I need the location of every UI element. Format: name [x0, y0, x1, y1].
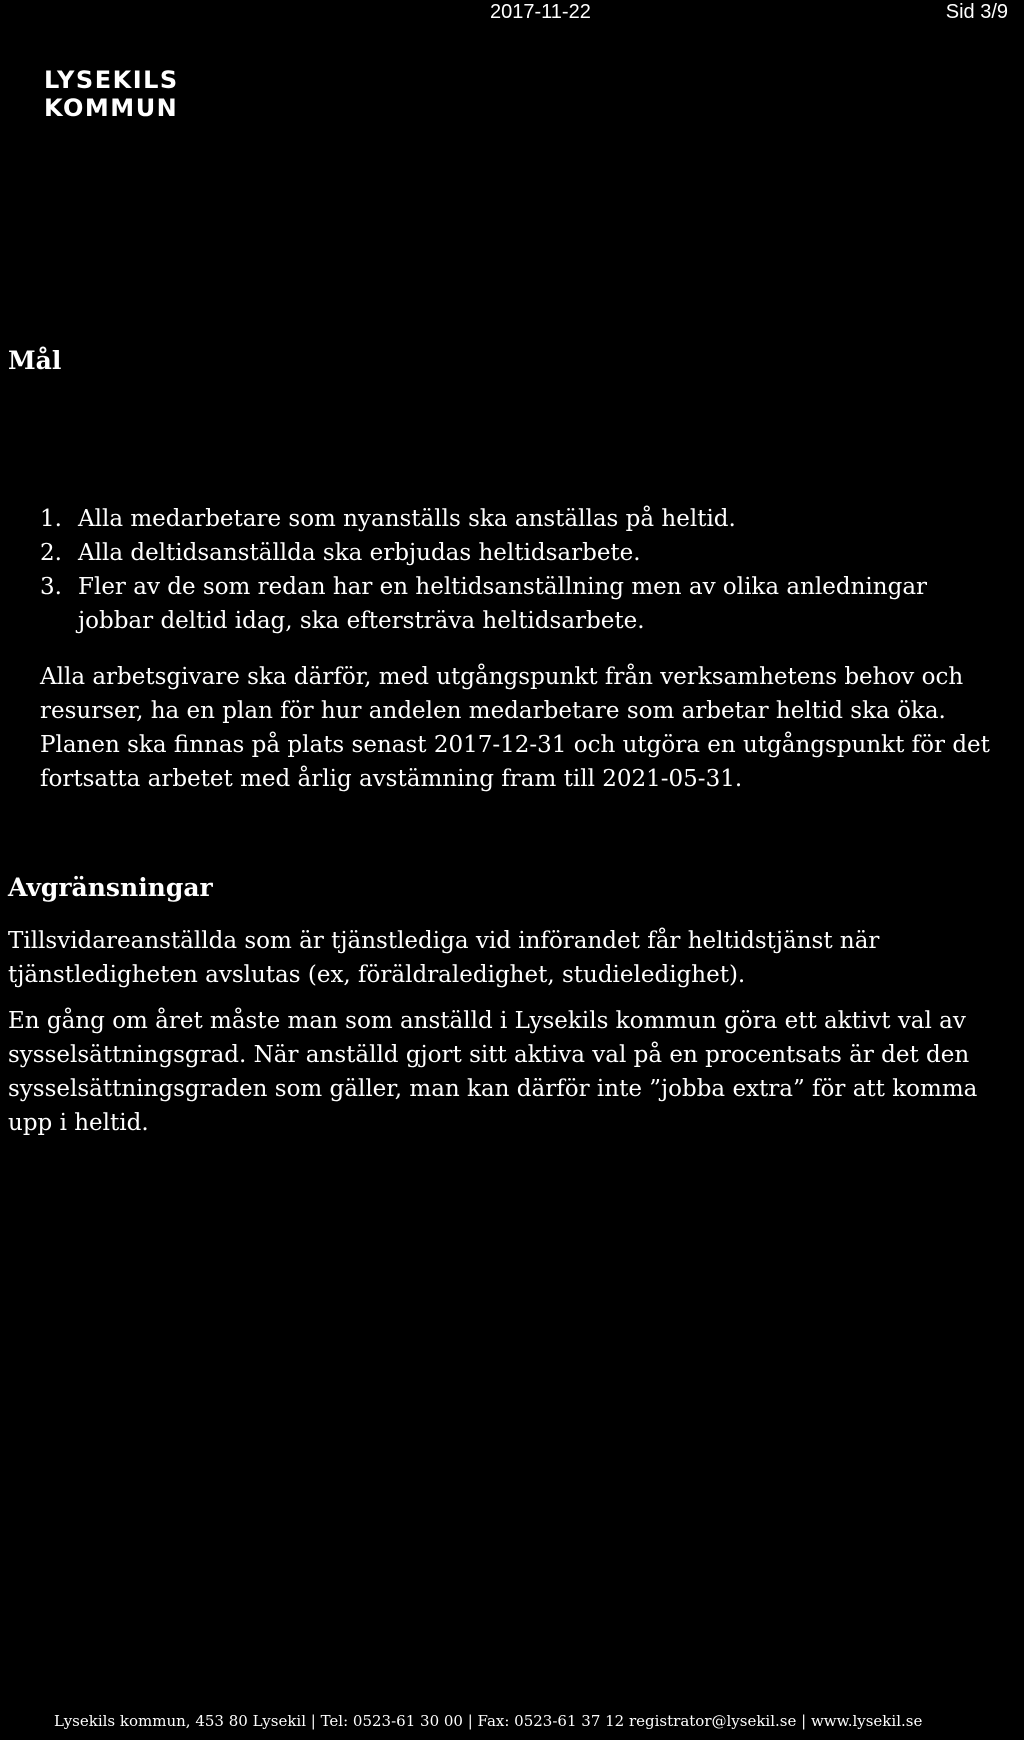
list-item — [40, 502, 1000, 536]
section-heading-limitations: Avgränsningar — [8, 873, 213, 902]
list-item-number: 3. — [40, 574, 62, 600]
list-item-text: Fler av de som redan har en heltidsanställning men av olika anledningar jobbar deltid idag, ska eftersträva heltidsarbete. — [78, 574, 928, 634]
document-date: 2017-11-22 — [490, 1, 591, 23]
municipality-logo — [44, 66, 179, 122]
list-item-number: 2. — [40, 540, 62, 566]
list-item — [40, 536, 1000, 570]
goals-paragraph: Alla arbetsgivare ska därför, med utgångspunkt från verksamhetens behov och resurser, ha en plan för hur andelen medarbetare som arbetar heltid ska öka. Planen ska finnas på plats senast 2017-12-31 och utgöra en utgångspunkt för det fortsatta arbetet med årlig avstämning fram till 2021-05-31. — [40, 664, 990, 792]
page-number: Sid 3/9 — [945, 1, 1008, 23]
logo-line-2: KOMMUN — [44, 94, 179, 122]
section-heading-goals: Mål — [8, 346, 62, 375]
list-item-number: 1. — [40, 506, 62, 532]
goals-list — [40, 502, 1000, 638]
limitations-paragraph-2: En gång om året måste man som anställd i Lysekils kommun göra ett aktivt val av sysselsättningsgrad. När anställd gjort sitt aktiva val på en procentsats är det den sysselsättningsgraden som gäller, man kan därför inte ”jobba extra” för att komma upp i heltid. — [8, 1008, 978, 1136]
limitations-paragraph-1: Tillsvidareanställda som är tjänstlediga vid införandet får heltidstjänst när tjänstledigheten avslutas (ex, föräldraledighet, studieledighet). — [8, 928, 880, 988]
logo-line-1: LYSEKILS — [44, 66, 179, 94]
list-item — [40, 570, 1000, 638]
list-item-text: Alla deltidsanställda ska erbjudas heltidsarbete. — [78, 540, 641, 566]
footer-contact: Lysekils kommun, 453 80 Lysekil | Tel: 0523-61 30 00 | Fax: 0523-61 37 12 registrator@lysekil.se | www.lysekil.se — [54, 1712, 923, 1730]
list-item-text: Alla medarbetare som nyanställs ska anställas på heltid. — [78, 506, 736, 532]
